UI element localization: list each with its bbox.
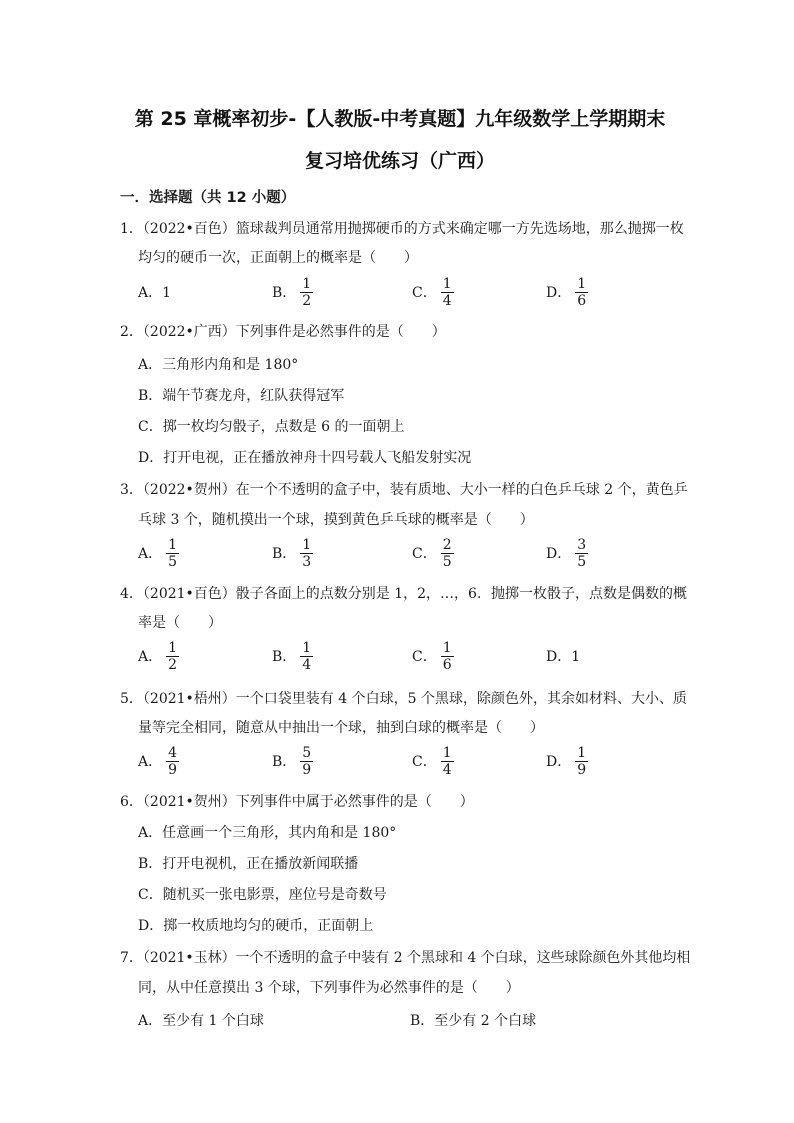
option-b [272,636,313,676]
denominator: 4 [302,656,312,673]
fraction [575,276,588,309]
option-a [138,741,179,781]
option-label: D． [546,546,572,562]
numerator: 1 [302,639,312,656]
option-label: B． [272,649,297,665]
question-6-option-d: D．掷一枚质地均匀的硬币，正面朝上 [138,918,374,934]
denominator: 5 [442,553,452,570]
fraction [300,276,313,309]
denominator: 6 [577,292,587,309]
fraction [166,537,179,570]
fraction [575,745,588,778]
fraction [300,745,313,778]
denominator: 5 [577,553,587,570]
option-a [138,636,179,676]
question-1-options [138,272,698,312]
option-label: B． [272,546,297,562]
question-5-stem-line2: 量等完全相同，随意从中抽出一个球，抽到白球的概率是（ ） [138,720,544,736]
option-label: A． [138,754,163,770]
question-3-stem-line2: 乓球 3 个，随机摸出一个球，摸到黄色乒乓球的概率是（ ） [138,512,534,528]
question-1-stem-line2: 均匀的硬币一次，正面朝上的概率是（ ） [138,250,418,266]
option-label: C． [412,649,437,665]
question-7-option-a: A．至少有 1 个白球 [138,1013,264,1029]
option-b [272,272,313,312]
fraction [166,745,179,778]
numerator: 3 [577,536,587,553]
option-label: C． [412,546,437,562]
option-c [412,272,454,312]
question-4-stem-line1: 4．（2021•百色）骰子各面上的点数分别是 1，2，…，6．抛掷一枚骰子，点数是偶数的概 [120,586,687,602]
question-3-options [138,533,698,573]
question-4-options [138,636,698,676]
numerator: 4 [168,744,178,761]
denominator: 2 [168,656,178,673]
numerator: 1 [442,744,452,761]
numerator: 5 [302,744,312,761]
question-6-stem: 6．（2021•贺州）下列事件中属于必然事件的是（ ） [120,794,474,810]
question-3-stem-line1: 3．（2022•贺州）在一个不透明的盒子中，装有质地、大小一样的白色乒乓球 2 个，黄色乒 [120,482,688,498]
denominator: 6 [442,656,452,673]
document-title-line1: 第 25 章概率初步-【人教版-中考真题】九年级数学上学期期末 [134,108,666,130]
option-c [412,741,454,781]
section-heading: 一．选择题（共 12 小题） [120,190,296,206]
denominator: 3 [302,553,312,570]
question-1-stem-line1: 1．（2022•百色）篮球裁判员通常用抛掷硬币的方式来确定哪一方先选场地，那么抛掷一枚 [120,221,684,237]
option-label: B． [272,754,297,770]
fraction [441,276,454,309]
numerator: 2 [442,536,452,553]
option-label: C． [412,285,437,301]
numerator: 1 [577,744,587,761]
document-title-line2: 复习培优练习（广西） [304,150,495,172]
numerator: 1 [302,536,312,553]
fraction [575,537,588,570]
question-7-stem-line1: 7．（2021•玉林）一个不透明的盒子中装有 2 个黑球和 4 个白球，这些球除颜色外其他均相 [120,950,691,966]
numerator: 1 [302,275,312,292]
option-label: B． [272,285,297,301]
fraction [441,640,454,673]
option-d [546,533,588,573]
question-5-options [138,741,698,781]
option-c [412,636,454,676]
numerator: 1 [168,639,178,656]
question-2-option-b: B．端午节赛龙舟，红队获得冠军 [138,388,345,404]
option-label: A． [138,546,163,562]
fraction [441,745,454,778]
fraction [300,640,313,673]
denominator: 2 [302,292,312,309]
question-6-option-b: B．打开电视机，正在播放新闻联播 [138,856,359,872]
option-d: D．1 [546,649,581,665]
question-6-option-a: A．任意画一个三角形，其内角和是 180° [138,825,397,841]
denominator: 9 [302,761,312,778]
denominator: 9 [168,761,178,778]
fraction [300,537,313,570]
question-7-option-b: B．至少有 2 个白球 [410,1013,537,1029]
option-a [138,533,179,573]
numerator: 1 [442,275,452,292]
option-label: D． [546,754,572,770]
question-7-stem-line2: 同，从中任意摸出 3 个球，下列事件为必然事件的是（ ） [138,980,520,996]
fraction [166,640,179,673]
option-c [412,533,454,573]
denominator: 4 [442,292,452,309]
question-2-option-c: C．掷一枚均匀骰子，点数是 6 的一面朝上 [138,419,405,435]
option-d [546,741,588,781]
fraction [441,537,454,570]
denominator: 5 [168,553,178,570]
option-b [272,741,313,781]
question-2-option-d: D．打开电视，正在播放神舟十四号载人飞船发射实况 [138,450,472,466]
option-label: A． [138,649,163,665]
question-2-stem: 2．（2022•广西）下列事件是必然事件的是（ ） [120,324,446,340]
option-d [546,272,588,312]
question-5-stem-line1: 5．（2021•梧州）一个口袋里装有 4 个白球，5 个黑球，除颜色外，其余如材料、大小、质 [120,691,687,707]
numerator: 1 [168,536,178,553]
option-a: A．1 [138,285,172,301]
numerator: 1 [442,639,452,656]
denominator: 9 [577,761,587,778]
option-b [272,533,313,573]
option-label: C． [412,754,437,770]
question-2-option-a: A．三角形内角和是 180° [138,357,299,373]
question-4-stem-line2: 率是（ ） [138,615,222,631]
question-6-option-c: C．随机买一张电影票，座位号是奇数号 [138,887,387,903]
denominator: 4 [442,761,452,778]
numerator: 1 [577,275,587,292]
option-label: D． [546,285,572,301]
